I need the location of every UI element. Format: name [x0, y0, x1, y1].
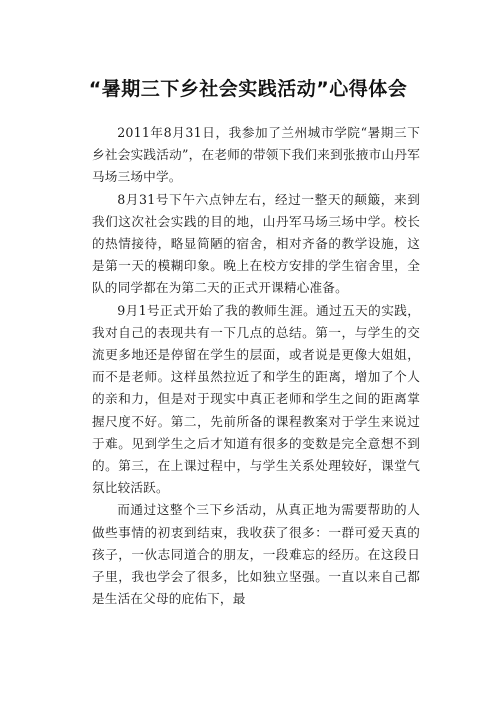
document-body [92, 122, 420, 610]
paragraph: 2011年8月31日，我参加了兰州城市学院“暑期三下乡社会实践活动”，在老师的带领下我们来到张掖市山丹军马场三场中学。 [92, 125, 420, 185]
paragraph: 而通过这整个三下乡活动，从真正地为需要帮助的人做些事情的初衷到结束，我收获了很多：一群可爱天真的孩子，一伙志同道合的朋友，一段难忘的经历。在这段日子里，我也学会了很多，比如独立坚强。一直以来自己都是生活在父母的庇佑下，最 [92, 502, 420, 607]
paragraph: 8月31号下午六点钟左右，经过一整天的颠簸，来到我们这次社会实践的目的地，山丹军马场三场中学。校长的热情接待，略显简陋的宿舍，相对齐备的教学设施，这是第一天的模糊印象。晚上在校方安排的学生宿舍里，全队的同学都在为第二天的正式开课精心准备。 [92, 191, 420, 296]
document-title: “暑期三下乡社会实践活动”心得体会 [88, 78, 408, 100]
paragraph: 9月1号正式开始了我的教师生涯。通过五天的实践，我对自己的表现共有一下几点的总结。第一，与学生的交流更多地还是停留在学生的层面，或者说是更像大姐姐，而不是老师。这样虽然拉近了和学生的距离，增加了个人的亲和力，但是对于现实中真正老师和学生之间的距离掌握尺度不好。第二，先前所备的课程教案对于学生来说过于难。见到学生之后才知道有很多的变数是完全意想不到的。第三，在上课过程中，与学生关系处理较好，课堂气氛比较活跃。 [92, 302, 420, 496]
